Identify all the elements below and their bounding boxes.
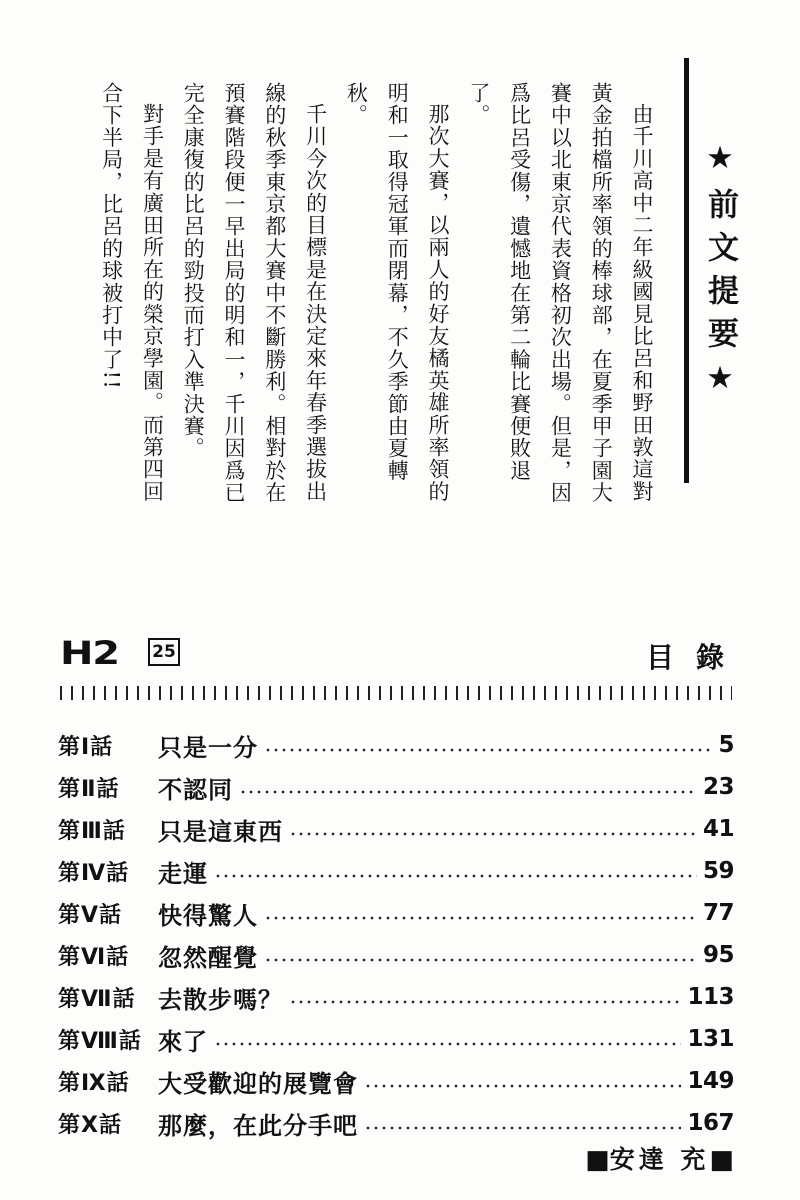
page-number: 149 [687,1068,734,1094]
chapter-title: 走運 [158,859,208,888]
dot-leader [364,1126,681,1130]
page-number: 41 [702,816,734,842]
chapter-title: 只是一分 [158,733,258,762]
dot-leader [264,958,697,962]
page-number: 131 [687,1026,734,1052]
toc-entry[interactable] [58,808,734,850]
summary-title: ★前文提要★ [702,140,738,408]
chapter-title: 只是這東西 [158,817,283,846]
dot-leader [214,874,697,878]
chapter-title: 快得驚人 [158,901,258,930]
chapter-title: 去散步嗎？ [158,985,283,1014]
chapter-number: 第Ⅴ話 [58,902,123,928]
chapter-number: 第Ⅹ話 [58,1112,122,1138]
summary-divider [684,58,689,483]
summary-body [62,82,662,522]
volume-badge: 25 [148,638,180,666]
dot-leader [264,916,697,920]
toc-entry[interactable] [58,1018,734,1060]
chapter-number: 第Ⅵ話 [58,944,130,970]
chapter-title: 不認同 [158,775,233,804]
square-marker-icon: ■ [585,1145,610,1175]
toc-title: 目錄 [645,641,746,674]
author-name: 安達 充 [609,1145,710,1174]
chapter-number: 第Ⅷ話 [58,1028,142,1054]
toc-entry[interactable] [58,850,734,892]
dot-leader [239,790,697,794]
toc-entry[interactable] [58,766,734,808]
summary-paragraph: 對手是有廣田所在的榮京學園。而第四回合下半局，比呂的球被打中了!! [99,82,165,503]
page-number: 59 [702,858,734,884]
toc-entry[interactable] [58,892,734,934]
dot-leader [289,832,697,836]
chapter-number: 第Ⅶ話 [58,986,136,1012]
page-number: 167 [687,1110,734,1136]
toc-header [60,634,746,676]
chapter-title: 來了 [158,1027,208,1056]
summary-paragraph: 千川今次的目標是在決定來年春季選拔出線的秋季東京都大賽中不斷勝利。相對於在預賽階段便一早出局的明和一，千川因爲已完全康復的比呂的勁投而打入準決賽。 [181,82,328,504]
page-number: 23 [702,774,734,800]
chapter-number: 第Ⅸ話 [58,1070,130,1096]
toc-entry[interactable] [58,934,734,976]
tick-divider [60,686,732,700]
toc-entry[interactable] [58,1060,734,1102]
chapter-number: 第Ⅲ話 [58,818,126,844]
page-number: 95 [702,942,734,968]
page-number: 113 [687,984,734,1010]
author-credit [585,1140,734,1176]
dot-leader [289,1000,681,1004]
chapter-number: 第Ⅱ話 [58,776,120,802]
chapter-number: 第Ⅰ話 [58,734,114,760]
dot-leader [214,1042,681,1046]
dot-leader [264,748,712,752]
chapter-title: 大受歡迎的展覽會 [158,1069,358,1098]
square-marker-icon: ■ [709,1145,734,1175]
page-number: 5 [718,732,734,758]
toc-list [58,724,734,1144]
chapter-title: 忽然醒覺 [158,943,258,972]
toc-entry[interactable] [58,724,734,766]
toc-entry[interactable] [58,1102,734,1144]
summary-paragraph: 那次大賽，以兩人的好友橘英雄所率領的明和一取得冠軍而閉幕，不久季節由夏轉秋。 [344,82,451,503]
series-logo: H2 [60,634,119,672]
page-number: 77 [702,900,734,926]
chapter-number: 第Ⅳ話 [58,860,130,886]
summary-paragraph: 由千川高中二年級國見比呂和野田敦這對黃金拍檔所率領的棒球部，在夏季甲子園大賽中以北東京代表資格初次出場。但是，因爲比呂受傷，遺憾地在第二輪比賽便敗退了。 [466,82,654,504]
dot-leader [364,1084,681,1088]
chapter-title: 那麼，在此分手吧 [158,1111,358,1140]
toc-entry[interactable] [58,976,734,1018]
